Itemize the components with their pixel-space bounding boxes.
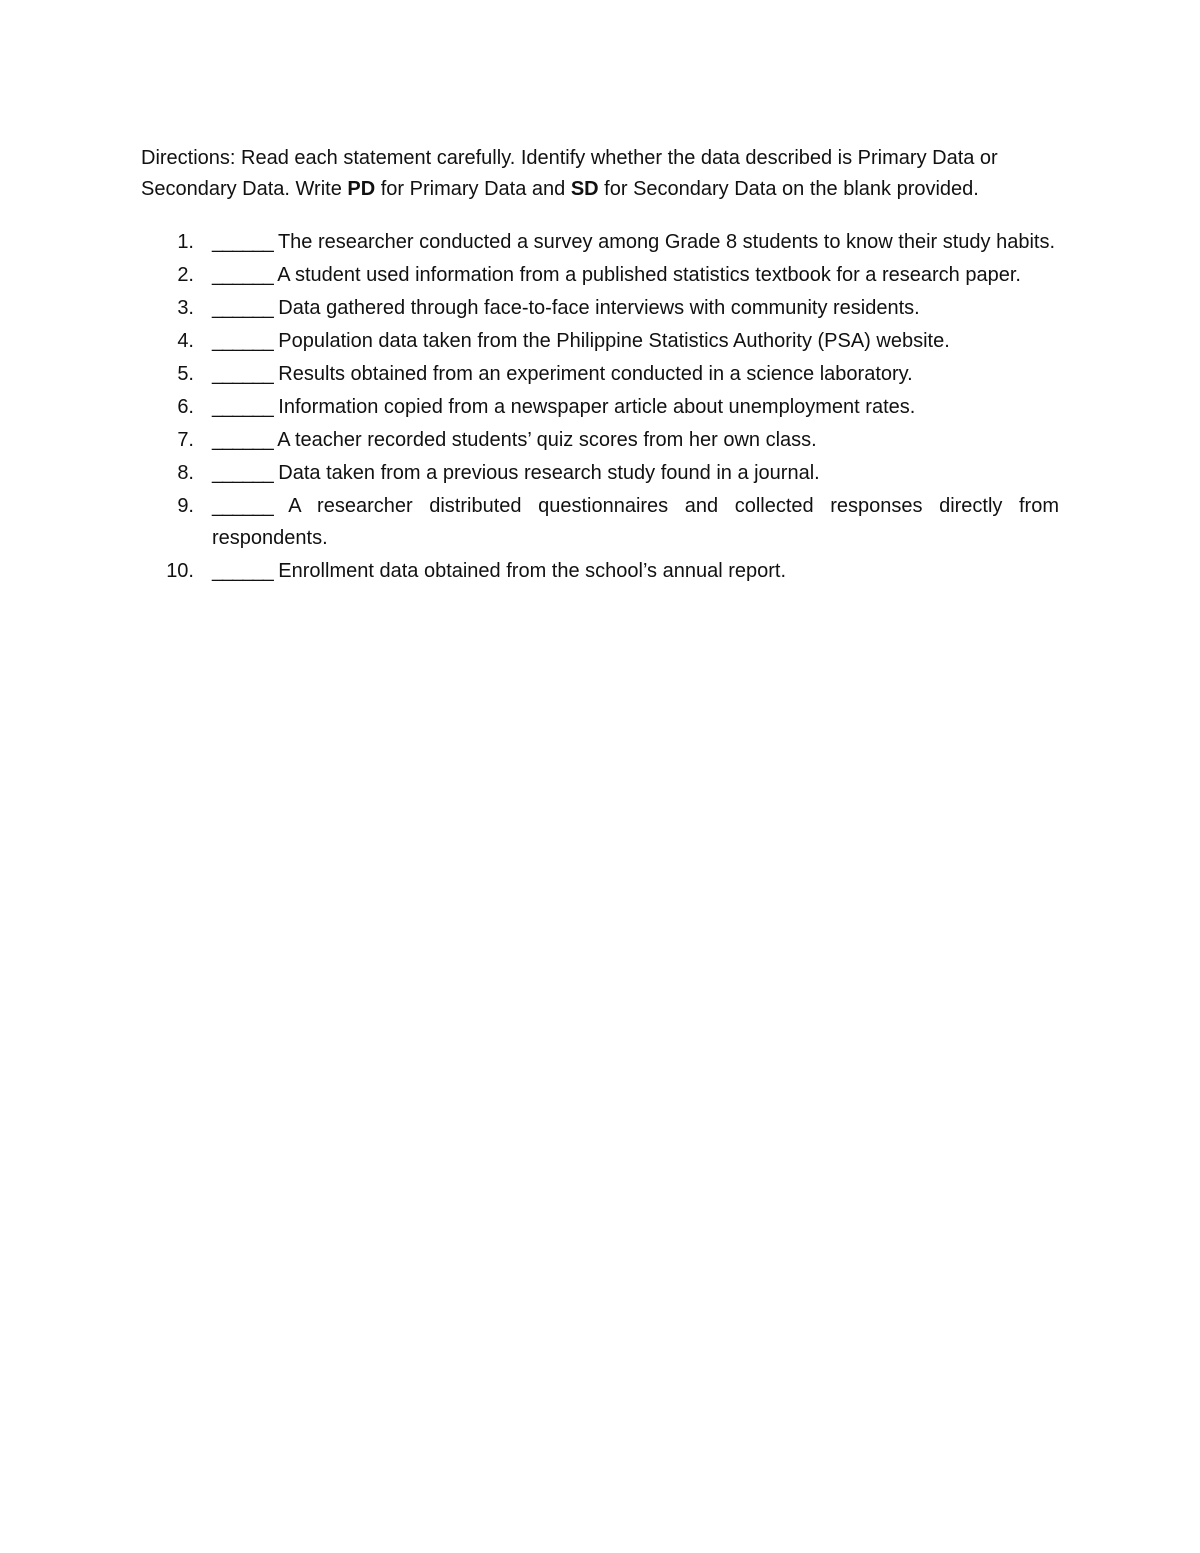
answer-blank[interactable]: ______ <box>212 462 273 484</box>
question-list <box>141 226 1059 587</box>
answer-blank[interactable]: ______ <box>212 330 273 352</box>
question-text: Information copied from a newspaper article about unemployment rates. <box>272 396 916 418</box>
question-text: A teacher recorded students’ quiz scores from her own class. <box>272 429 817 451</box>
answer-blank[interactable]: ______ <box>212 495 273 517</box>
worksheet-content <box>141 143 1059 588</box>
question-number: 1. <box>177 231 194 253</box>
question-number: 8. <box>177 462 194 484</box>
question-number: 3. <box>177 297 194 319</box>
question-number: 4. <box>177 330 194 352</box>
question-text: The researcher conducted a survey among Grade 8 students to know their study habits. <box>272 231 1056 253</box>
question-text: Data taken from a previous research study found in a journal. <box>272 462 820 484</box>
directions-paragraph <box>141 143 1059 205</box>
answer-blank[interactable]: ______ <box>212 560 273 582</box>
answer-blank[interactable]: ______ <box>212 231 273 253</box>
directions-text-part-1: Read each statement carefully. Identify whether the data described is Primary Data or Secondary Data. Write <box>141 147 998 200</box>
question-number: 6. <box>177 396 194 418</box>
question-item-4 <box>141 325 1059 357</box>
question-number: 9. <box>177 495 194 517</box>
question-number: 2. <box>177 264 194 286</box>
question-item-1 <box>141 226 1059 258</box>
answer-blank[interactable]: ______ <box>212 429 273 451</box>
question-number: 10. <box>166 560 194 582</box>
question-text: A student used information from a published statistics textbook for a research paper. <box>272 264 1021 286</box>
answer-blank[interactable]: ______ <box>212 264 273 286</box>
question-item-9 <box>141 490 1059 554</box>
question-number: 7. <box>177 429 194 451</box>
question-text: Results obtained from an experiment conducted in a science laboratory. <box>272 363 913 385</box>
pd-code: PD <box>347 178 376 200</box>
question-item-10 <box>141 555 1059 587</box>
question-number: 5. <box>177 363 194 385</box>
question-item-5 <box>141 358 1059 390</box>
answer-blank[interactable]: ______ <box>212 396 273 418</box>
question-item-8 <box>141 457 1059 489</box>
sd-code: SD <box>570 178 599 200</box>
question-text: Population data taken from the Philippine Statistics Authority (PSA) website. <box>272 330 950 352</box>
question-item-6 <box>141 391 1059 423</box>
question-text: A researcher distributed questionnaires and collected responses directly from respondents. <box>212 495 1059 549</box>
directions-text-part-2: for Primary Data and <box>375 178 571 200</box>
directions-label: Directions: <box>141 147 236 169</box>
answer-blank[interactable]: ______ <box>212 363 273 385</box>
question-text: Enrollment data obtained from the school’s annual report. <box>272 560 787 582</box>
question-text: Data gathered through face-to-face interviews with community residents. <box>272 297 920 319</box>
answer-blank[interactable]: ______ <box>212 297 273 319</box>
question-item-3 <box>141 292 1059 324</box>
question-item-7 <box>141 424 1059 456</box>
question-item-2 <box>141 259 1059 291</box>
directions-text-part-3: for Secondary Data on the blank provided. <box>598 178 979 200</box>
